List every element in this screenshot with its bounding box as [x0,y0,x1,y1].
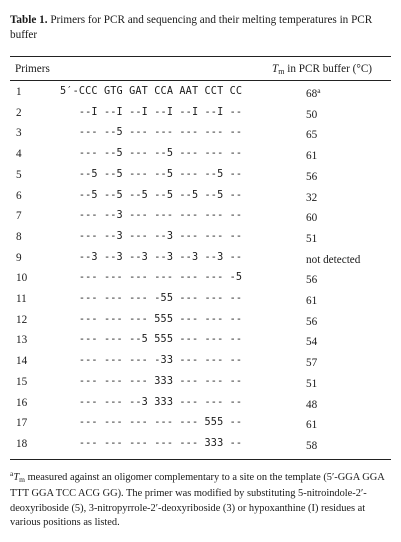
melting-temperature-value: 51 [306,232,318,245]
tm-symbol: T [272,63,279,75]
primer-number: 13 [16,334,28,347]
primer-number: 15 [16,375,28,388]
melting-temperature [306,438,317,452]
primer-number: 10 [16,272,28,285]
melting-temperature [306,190,317,204]
melting-temperature-value: not detected [306,253,361,266]
column-header-primers: Primers [15,63,50,75]
primer-number: 5 [16,168,22,181]
primer-sequence: --- --3 --- --- --- --- -- [60,210,243,222]
table-row [0,190,401,210]
melting-temperature [306,314,317,328]
table-row [0,314,401,334]
table-row [0,334,401,354]
table-row [0,86,401,106]
primer-number: 4 [16,148,22,161]
primer-number: 18 [16,437,28,450]
melting-temperature [306,397,317,411]
table-caption [10,13,390,43]
melting-temperature-value: 54 [306,336,318,349]
melting-temperature-value: 48 [306,398,318,411]
table-row [0,417,401,437]
primer-sequence: --5 --5 --5 --5 --5 --5 -- [60,189,243,201]
primer-sequence: --- --- --3 333 --- --- -- [60,396,243,408]
table-caption-text: Primers for PCR and sequencing and their melting temperatures in PCR buffer [10,14,373,41]
primer-sequence: --- --- --- --- --- 555 -- [60,417,243,429]
melting-temperature-value: 65 [306,129,318,142]
tm-subscript: m [278,67,285,76]
primer-number: 11 [16,293,27,305]
melting-temperature-value: 57 [306,357,318,370]
melting-temperature [306,355,317,369]
table-row [0,438,401,458]
melting-temperature-value: 50 [306,108,318,121]
table-row [0,397,401,417]
column-header-tm [272,62,372,79]
table-row [0,376,401,396]
melting-temperature-value: 68 [306,88,318,100]
primer-sequence: --5 --5 --- --5 --- --5 -- [60,168,243,180]
footnote-m: m [19,475,25,484]
melting-temperature-value: 51 [306,377,318,390]
primer-sequence: --- --- --- --- --- --- -5 [60,272,243,284]
tm-header-rest: in PCR buffer (°C) [284,63,373,75]
table-row [0,252,401,272]
bottom-rule [10,459,391,460]
melting-temperature [306,417,317,431]
primer-sequence: --- --- --- --- --- 333 -- [60,437,243,449]
header-rule [10,80,391,81]
table-row [0,127,401,147]
melting-temperature [306,376,317,390]
melting-temperature [306,231,317,245]
primer-sequence: --3 --3 --3 --3 --3 --3 -- [60,251,243,263]
primer-sequence: --I --I --I --I --I --I -- [60,106,243,118]
table-row [0,210,401,230]
primer-sequence: 5′-CCC GTG GAT CCA AAT CCT CC [60,86,243,97]
primer-number: 3 [16,127,22,140]
footnote-text: measured against an oligomer complementary to a site on the template (5′-GGA GGA TTT GGA TCC ACG GG). The primer was modified by substituting 5-nitroindole-2′-deoxyriboside (5), 3-nitropyrrole-2′-deoxyriboside (3) or hypoxanthine (I) residues at various positions as listed. [10,472,385,529]
melting-temperature-value: 61 [306,419,318,432]
primer-number: 7 [16,210,22,223]
melting-temperature-value: 56 [306,274,318,287]
melting-temperature-footnote-marker: a [317,86,321,95]
table-row [0,148,401,168]
melting-temperature-value: 60 [306,212,318,225]
primer-sequence: --- --- --5 555 --- --- -- [60,334,243,346]
melting-temperature [306,86,321,100]
primer-sequence: --- --- --- -33 --- --- -- [60,355,243,367]
primer-number: 16 [16,396,28,409]
melting-temperature [306,107,317,121]
melting-temperature [306,272,317,286]
primer-sequence: --- --- --- -55 --- --- -- [60,293,243,304]
primer-number: 8 [16,230,22,243]
melting-temperature-value: 32 [306,191,318,204]
table-row [0,169,401,189]
melting-temperature [306,169,317,183]
melting-temperature [306,334,317,348]
table-label: Table 1. [10,14,48,26]
table-row [0,355,401,375]
primer-number: 12 [16,313,28,326]
melting-temperature [306,148,317,162]
table-footnote [10,467,395,531]
footnote-t: T [13,472,20,483]
primer-number: 6 [16,189,22,202]
table-row [0,107,401,127]
melting-temperature-value: 56 [306,315,318,328]
footnote-marker: a [10,469,14,478]
melting-temperature [306,252,360,266]
primer-sequence: --- --- --- 555 --- --- -- [60,313,243,325]
table-row [0,231,401,251]
primer-number: 14 [16,355,28,368]
melting-temperature-value: 61 [306,150,318,163]
primer-sequence: --- --- --- 333 --- --- -- [60,375,243,387]
melting-temperature [306,293,317,307]
primer-sequence: --- --3 --- --3 --- --- -- [60,230,243,242]
top-rule [10,56,391,57]
primer-number: 17 [16,417,28,430]
melting-temperature-value: 58 [306,439,318,452]
melting-temperature-value: 56 [306,170,318,183]
table-row [0,293,401,313]
primer-number: 9 [16,251,22,264]
primer-number: 2 [16,106,22,119]
melting-temperature-value: 61 [306,295,318,307]
melting-temperature [306,210,317,224]
primer-sequence: --- --5 --- --- --- --- -- [60,127,243,139]
primer-sequence: --- --5 --- --5 --- --- -- [60,148,243,160]
table-row [0,272,401,292]
primer-number: 1 [16,86,22,98]
melting-temperature [306,127,317,141]
